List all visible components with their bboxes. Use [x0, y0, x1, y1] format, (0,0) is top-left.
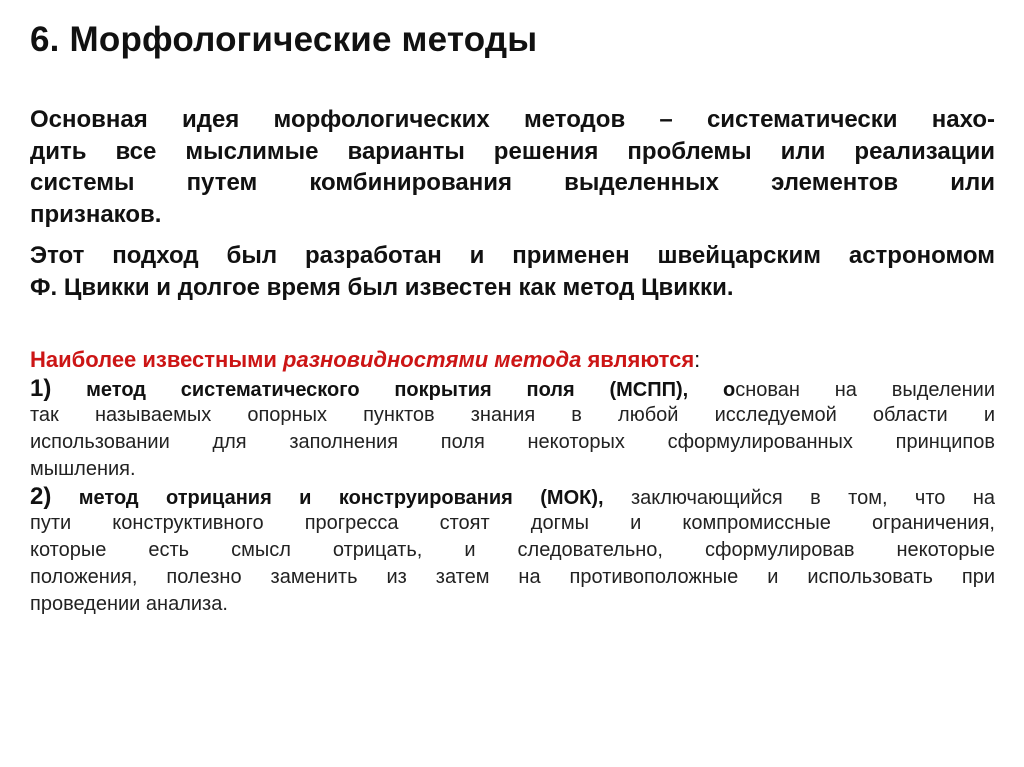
history-line: Ф. Цвикки и долгое время был известен как метод Цвикки. — [30, 273, 734, 301]
varieties-heading-text-3: являются — [581, 347, 695, 372]
item2-term: метод отрицания и конструирования (МОК), — [51, 487, 604, 509]
item1-line — [30, 375, 995, 402]
item2-line1-rest: заключающийся в том, что на — [603, 487, 995, 509]
item2-number: 2) — [30, 483, 52, 510]
item2-line: пути конструктивного прогресса стоят догмы и компромиссные ограничения, — [30, 512, 995, 534]
item1-line: использовании для заполнения поля некоторых сформулированных принципов — [30, 431, 995, 453]
item1-line: так называемых опорных пунктов знания в любой исследуемой области и — [30, 404, 995, 426]
varieties-heading — [30, 344, 995, 375]
intro-line: дить все мыслимые варианты решения проблемы или реализации — [30, 137, 995, 165]
intro-line: системы путем комбинирования выделенных элементов или — [30, 169, 995, 196]
item2-line: положения, полезно заменить из затем на противоположные и использовать при — [30, 566, 995, 588]
item1-term: метод систематического покрытия поля (МСПП), о — [51, 379, 736, 401]
slide-title: 6. Морфологические методы — [30, 20, 538, 59]
history-line: Этот подход был разработан и применен швейцарским астрономом — [30, 242, 995, 269]
item1-line: мышления. — [30, 458, 136, 480]
item1-number: 1) — [30, 375, 52, 402]
item2-line — [30, 483, 995, 510]
history-paragraph — [30, 240, 995, 303]
item2-line: проведении анализа. — [30, 593, 228, 615]
intro-paragraph — [30, 104, 995, 230]
varieties-heading-text-1: Наиболее известными — [30, 347, 284, 372]
item2-line: которые есть смысл отрицать, и следовательно, сформулировав некоторые — [30, 539, 995, 561]
intro-line: Основная идея морфологических методов – систематически нахо- — [30, 106, 995, 133]
varieties-section — [30, 344, 995, 618]
item1-line1-rest: снован на выделении — [735, 379, 996, 401]
varieties-heading-colon: : — [694, 347, 701, 372]
intro-line: признаков. — [30, 200, 162, 228]
varieties-heading-text-2: разновидностями метода — [283, 347, 582, 372]
